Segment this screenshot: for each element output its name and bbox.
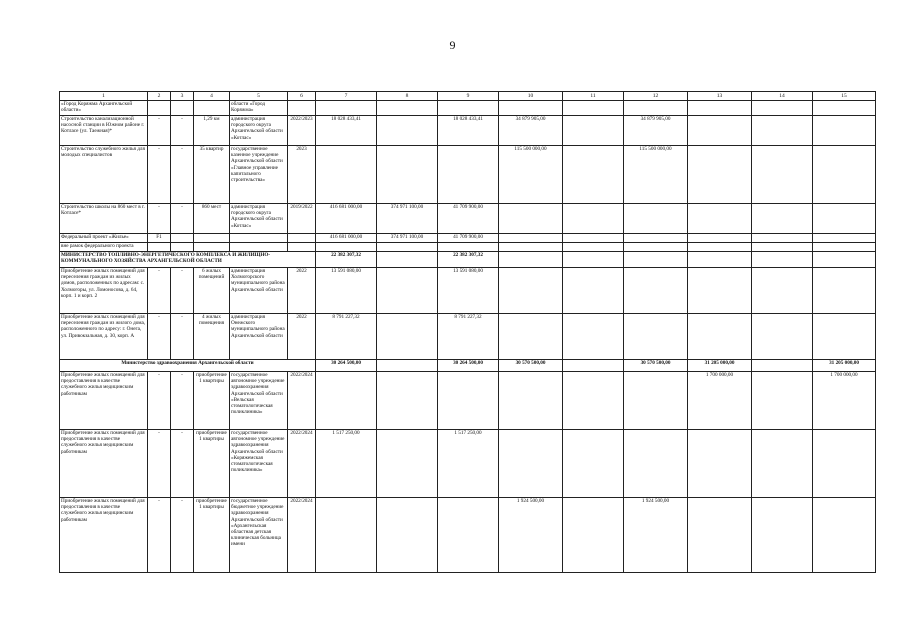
table-cell: 1,29 км xyxy=(194,116,230,146)
table-cell xyxy=(377,314,438,360)
table-cell: - xyxy=(171,268,194,314)
table-cell: - xyxy=(148,430,171,498)
column-header: 6 xyxy=(288,92,316,101)
table-cell: 2022 xyxy=(288,314,316,360)
table-cell: 22 382 307,32 xyxy=(438,252,499,268)
table-cell xyxy=(563,234,624,243)
table-cell: 1 517 250,00 xyxy=(438,430,499,498)
table-cell: вне рамок федерального проекта xyxy=(60,243,148,252)
column-header: 11 xyxy=(563,92,624,101)
table-cell: администрация Холмогорского муниципального района Архангельской области xyxy=(230,268,288,314)
table-cell: 1 924 500,00 xyxy=(624,498,688,573)
table-cell xyxy=(752,372,813,430)
table-cell xyxy=(563,314,624,360)
table-cell: Приобретение жилых помещений для предоставления в качестве служебного жилья медицинским работникам xyxy=(60,498,148,573)
table-cell xyxy=(624,234,688,243)
table-cell xyxy=(563,268,624,314)
table-cell xyxy=(438,372,499,430)
table-cell xyxy=(499,101,563,116)
table-cell xyxy=(230,234,288,243)
table-cell xyxy=(563,204,624,234)
table-cell: 18 028 433,41 xyxy=(316,116,377,146)
table-cell: Строительство школы на 860 мест в г. Котласе* xyxy=(60,204,148,234)
table-cell: 416 681 000,00 xyxy=(316,234,377,243)
table-cell xyxy=(813,101,876,116)
table-cell xyxy=(624,252,688,268)
table-cell: 35 квартир xyxy=(194,146,230,204)
table-cell: 2022/2024 xyxy=(288,498,316,573)
table-cell: 860 мест xyxy=(194,204,230,234)
table-cell xyxy=(813,268,876,314)
table-cell xyxy=(288,234,316,243)
table-cell: 31 205 000,00 xyxy=(813,360,876,372)
table-cell xyxy=(377,116,438,146)
table-cell xyxy=(624,101,688,116)
table-cell xyxy=(230,243,288,252)
table-cell xyxy=(171,234,194,243)
table-cell xyxy=(688,101,752,116)
table-row xyxy=(60,146,876,204)
table-cell: администрация Онежского муниципального района Архангельской области xyxy=(230,314,288,360)
column-header: 12 xyxy=(624,92,688,101)
table-cell: 6 жилых помещений xyxy=(194,268,230,314)
table-cell: 22 382 307,32 xyxy=(316,252,377,268)
table-cell: государственное автономное учреждение здравоохранения Архангельской области «Вельская стоматологическая поликлиника» xyxy=(230,372,288,430)
table-cell: 1 700 000,00 xyxy=(813,372,876,430)
section-row xyxy=(60,360,876,372)
table-cell xyxy=(688,430,752,498)
table-cell: Федеральный проект «Жилье» xyxy=(60,234,148,243)
table-cell xyxy=(148,101,171,116)
table-cell xyxy=(316,146,377,204)
column-header: 2 xyxy=(148,92,171,101)
table-cell: 8 791 227,32 xyxy=(316,314,377,360)
table-cell xyxy=(563,116,624,146)
table-cell xyxy=(563,146,624,204)
table-cell xyxy=(813,252,876,268)
table-cell xyxy=(499,314,563,360)
table-cell xyxy=(438,101,499,116)
table-cell xyxy=(813,234,876,243)
table-cell xyxy=(813,116,876,146)
table-cell xyxy=(377,101,438,116)
table-cell xyxy=(624,430,688,498)
table-cell: 416 681 000,00 xyxy=(316,204,377,234)
table-cell: 30 570 500,00 xyxy=(624,360,688,372)
table-cell: 2019/2022 xyxy=(288,204,316,234)
table-cell: F1 xyxy=(148,234,171,243)
column-header: 13 xyxy=(688,92,752,101)
table-cell: 30 264 500,00 xyxy=(316,360,377,372)
table-cell xyxy=(624,268,688,314)
column-header: 9 xyxy=(438,92,499,101)
table-cell: - xyxy=(171,204,194,234)
table-cell: Строительство служебного жилья для молодых специалистов xyxy=(60,146,148,204)
table-cell xyxy=(752,252,813,268)
table-cell xyxy=(688,234,752,243)
table-cell: 374 971 100,00 xyxy=(377,234,438,243)
table-cell xyxy=(624,314,688,360)
table-cell xyxy=(813,243,876,252)
table-cell xyxy=(752,101,813,116)
table-cell: 115 500 000,00 xyxy=(624,146,688,204)
table-cell: администрация городского округа Архангельской области «Котлас» xyxy=(230,116,288,146)
table-cell xyxy=(194,101,230,116)
column-header-row xyxy=(60,92,876,101)
table-cell xyxy=(171,101,194,116)
table-cell xyxy=(563,360,624,372)
table-cell: 18 028 433,41 xyxy=(438,116,499,146)
table-cell: Приобретение жилых помещений для переселения граждан из жилого дома, расположенного по адресу: г. Онега, ул. Привокзальная, д. 30, корп. А xyxy=(60,314,148,360)
table-cell: 8 791 227,32 xyxy=(438,314,499,360)
table-cell xyxy=(688,116,752,146)
table-cell: - xyxy=(171,314,194,360)
column-header: 14 xyxy=(752,92,813,101)
table-cell xyxy=(194,234,230,243)
table-cell xyxy=(377,268,438,314)
table-cell: 34 879 905,00 xyxy=(499,116,563,146)
table-cell: государственное автономное учреждение здравоохранения Архангельской области «Коряжемская стоматологическая поликлиника» xyxy=(230,430,288,498)
table-cell xyxy=(624,204,688,234)
table-cell: 1 924 500,00 xyxy=(499,498,563,573)
column-header: 1 xyxy=(60,92,148,101)
table-cell: приобретение 1 квартиры xyxy=(194,430,230,498)
table-cell: 30 264 500,00 xyxy=(438,360,499,372)
table-cell: 2022/2024 xyxy=(288,430,316,498)
table-cell xyxy=(752,234,813,243)
table-cell xyxy=(288,101,316,116)
table-cell: 2022/2023 xyxy=(288,116,316,146)
table-cell xyxy=(377,146,438,204)
table-cell xyxy=(563,498,624,573)
table-cell: - xyxy=(148,204,171,234)
table-cell xyxy=(377,430,438,498)
table-cell xyxy=(377,498,438,573)
page-number: 9 xyxy=(449,38,456,52)
budget-table xyxy=(59,91,876,573)
table-cell xyxy=(438,243,499,252)
table-cell xyxy=(688,252,752,268)
table-cell: - xyxy=(148,116,171,146)
table-cell: приобретение 1 квартиры xyxy=(194,372,230,430)
table-cell: 1 517 250,00 xyxy=(316,430,377,498)
table-cell xyxy=(752,498,813,573)
table-cell xyxy=(499,243,563,252)
table-cell: 2022/2024 xyxy=(288,372,316,430)
column-header: 5 xyxy=(230,92,288,101)
table-row xyxy=(60,498,876,573)
table-cell xyxy=(752,116,813,146)
table-cell xyxy=(377,252,438,268)
table-cell xyxy=(688,243,752,252)
table-cell: 30 570 500,00 xyxy=(499,360,563,372)
table-cell: администрация городского округа Архангельской области «Котлас» xyxy=(230,204,288,234)
table-row xyxy=(60,314,876,360)
table-cell: - xyxy=(148,372,171,430)
table-cell: - xyxy=(171,430,194,498)
table-cell xyxy=(813,146,876,204)
table-cell xyxy=(499,204,563,234)
table-cell xyxy=(752,243,813,252)
table-cell: МИНИСТЕРСТВО ТОПЛИВНО-ЭНЕРГЕТИЧЕСКОГО КОМПЛЕКСА И ЖИЛИЩНО-КОММУНАЛЬНОГО ХОЗЯЙСТВА АРХАНГЕЛЬСКОЙ ОБЛАСТИ xyxy=(60,252,316,268)
table-cell xyxy=(752,360,813,372)
table-cell xyxy=(438,146,499,204)
table-cell: 374 971 100,00 xyxy=(377,204,438,234)
table-cell xyxy=(563,252,624,268)
table-cell xyxy=(194,243,230,252)
table-row xyxy=(60,204,876,234)
table-cell xyxy=(688,146,752,204)
table-row xyxy=(60,372,876,430)
column-header: 8 xyxy=(377,92,438,101)
column-header: 4 xyxy=(194,92,230,101)
table-cell: - xyxy=(171,116,194,146)
table-cell xyxy=(813,204,876,234)
table-cell: 2022 xyxy=(288,268,316,314)
column-header: 15 xyxy=(813,92,876,101)
table-cell xyxy=(813,498,876,573)
table-cell: - xyxy=(171,498,194,573)
table-cell xyxy=(563,372,624,430)
table-cell xyxy=(752,146,813,204)
table-cell xyxy=(316,243,377,252)
table-cell: государственное казенное учреждение Архангельской области «Главное управление капитального строительства» xyxy=(230,146,288,204)
table-cell xyxy=(563,101,624,116)
table-cell xyxy=(499,268,563,314)
section-row xyxy=(60,252,876,268)
table-row xyxy=(60,101,876,116)
table-cell xyxy=(813,430,876,498)
table-cell: 13 591 080,00 xyxy=(438,268,499,314)
table-cell: 4 жилых помещения xyxy=(194,314,230,360)
table-cell xyxy=(377,243,438,252)
table-cell xyxy=(499,430,563,498)
table-cell xyxy=(171,243,194,252)
table-cell: 41 709 900,00 xyxy=(438,234,499,243)
table-row xyxy=(60,268,876,314)
table-cell xyxy=(377,360,438,372)
table-cell xyxy=(499,252,563,268)
table-cell xyxy=(752,430,813,498)
table-cell xyxy=(688,268,752,314)
table-cell: 34 879 905,00 xyxy=(624,116,688,146)
table-cell: Строительство канализационной насосной станции в Южном районе г. Котласе (ул. Таежная)* xyxy=(60,116,148,146)
table-cell: 1 700 000,00 xyxy=(688,372,752,430)
table-cell xyxy=(752,314,813,360)
table-cell xyxy=(148,243,171,252)
table-cell xyxy=(752,204,813,234)
table-cell xyxy=(813,314,876,360)
table-cell: 41 709 900,00 xyxy=(438,204,499,234)
table-cell: Приобретение жилых помещений для переселения граждан из жилых домов, расположенных по адресам: с. Холмогоры, ул. Ломоносова, д. 64, корп. 1 и корп. 2 xyxy=(60,268,148,314)
table-cell: Приобретение жилых помещений для предоставления в качестве служебного жилья медицинским работникам xyxy=(60,430,148,498)
column-header: 10 xyxy=(499,92,563,101)
table-cell: - xyxy=(148,268,171,314)
table-cell: 2023 xyxy=(288,146,316,204)
table-cell xyxy=(438,498,499,573)
table-cell: государственное бюджетное учреждение здравоохранения Архангельской области «Архангельская областная детская клиническая больница имени xyxy=(230,498,288,573)
table-cell xyxy=(624,372,688,430)
table-cell: 13 591 080,00 xyxy=(316,268,377,314)
table-cell xyxy=(563,243,624,252)
table-cell: 31 205 000,00 xyxy=(688,360,752,372)
table-cell xyxy=(288,243,316,252)
table-cell: Приобретение жилых помещений для предоставления в качестве служебного жилья медицинским работникам xyxy=(60,372,148,430)
table-cell xyxy=(316,101,377,116)
table-cell xyxy=(377,372,438,430)
table-cell: приобретение 1 квартиры xyxy=(194,498,230,573)
table-cell xyxy=(499,234,563,243)
table-cell xyxy=(688,204,752,234)
table-cell xyxy=(316,498,377,573)
column-header: 3 xyxy=(171,92,194,101)
table-row xyxy=(60,234,876,243)
table-row xyxy=(60,243,876,252)
table-cell xyxy=(688,498,752,573)
table-cell xyxy=(688,314,752,360)
table-row xyxy=(60,116,876,146)
table-cell xyxy=(624,243,688,252)
table-cell xyxy=(316,372,377,430)
table-cell: «Город Коряжма Архангельской области» xyxy=(60,101,148,116)
table-cell: - xyxy=(148,498,171,573)
table-cell: - xyxy=(171,146,194,204)
table-cell xyxy=(499,372,563,430)
table-cell: области «Город Коряжма» xyxy=(230,101,288,116)
column-header: 7 xyxy=(316,92,377,101)
table-cell: 115 500 000,00 xyxy=(499,146,563,204)
table-cell: - xyxy=(148,146,171,204)
table-cell xyxy=(752,268,813,314)
table-cell: - xyxy=(171,372,194,430)
table-cell xyxy=(563,430,624,498)
table-cell: Министерство здравоохранения Архангельской области xyxy=(60,360,316,372)
table-row xyxy=(60,430,876,498)
table-cell: - xyxy=(148,314,171,360)
